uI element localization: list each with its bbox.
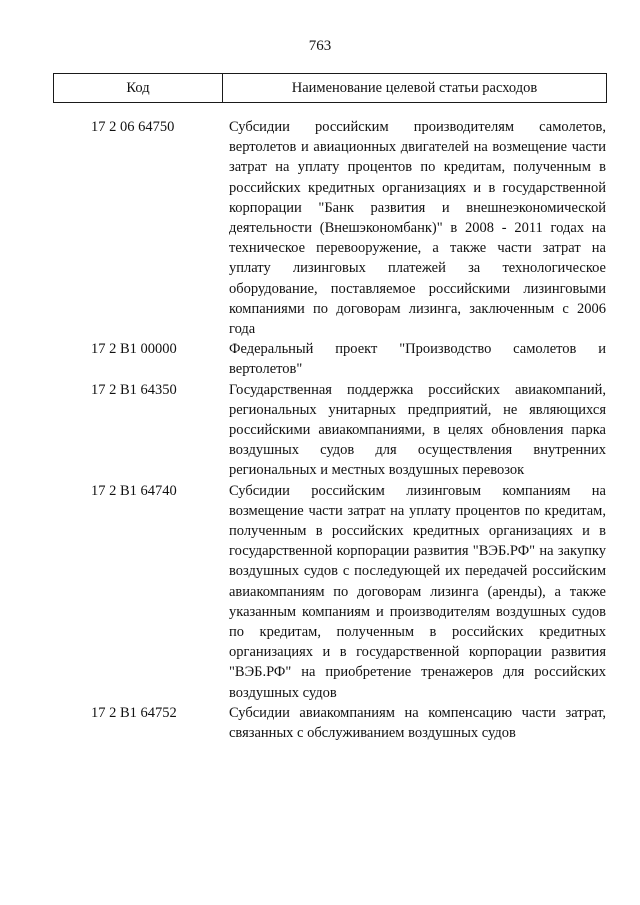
- table-row: [0, 481, 640, 703]
- row-description: Субсидии российским производителям самолетов, вертолетов и авиационных двигателей на возмещение части затрат на уплату процентов по кредитам, полученным в российских кредитных организациях и в государственной корпорации "Банк развития и внешнеэкономической деятельности (Внешэкономбанк)" в 2008 - 2011 годах на техническое перевооружение, а также части затрат на уплату лизинговых платежей за технологическое оборудование, поставляемое российскими лизинговыми компаниями по договорам лизинга, заключенным с 2006 года: [229, 119, 606, 338]
- row-code: 17 2 06 64750: [91, 119, 175, 135]
- row-code: 17 2 В1 00000: [91, 341, 177, 358]
- row-code: 17 2 В1 64752: [91, 704, 177, 721]
- row-code: 17 2 В1 64350: [91, 381, 177, 398]
- table-row: [0, 339, 640, 379]
- row-description: Субсидии авиакомпаниям на компенсацию части затрат, связанных с обслуживанием воздушных судов: [229, 704, 606, 742]
- row-code: 17 2 В1 64740: [91, 482, 177, 499]
- table-row: [0, 703, 640, 743]
- row-description: Федеральный проект "Производство самолетов и вертолетов": [229, 341, 606, 378]
- table-row: [0, 380, 640, 481]
- table-body: [0, 117, 640, 743]
- row-description: Государственная поддержка российских авиакомпаний, региональных унитарных предприятий, не являющихся российскими авиакомпаниями, в целях обновления парка воздушных судов для осуществления внутренних региональных и местных воздушных перевозок: [229, 381, 606, 479]
- page-number: 763: [308, 38, 332, 54]
- row-description: Субсидии российским лизинговым компаниям на возмещение части затрат на уплату процентов по кредитам, полученным в российских кредитных организациях и в государственной корпорации развития "ВЭБ.РФ" на закупку воздушных судов с последующей их передачей российским авиакомпаниям по договорам лизинга (аренды), а также указанным компаниям и производителям воздушных судов по кредитам, полученным в российских кредитных организациях и в государственной корпорации развития "ВЭБ.РФ" на приобретение тренажеров для российских воздушных судов: [229, 482, 606, 701]
- header-name-column: Наименование целевой статьи расходов: [291, 79, 538, 96]
- table-header: [53, 73, 607, 103]
- header-code-column: Код: [54, 74, 223, 102]
- table-row: [0, 117, 640, 339]
